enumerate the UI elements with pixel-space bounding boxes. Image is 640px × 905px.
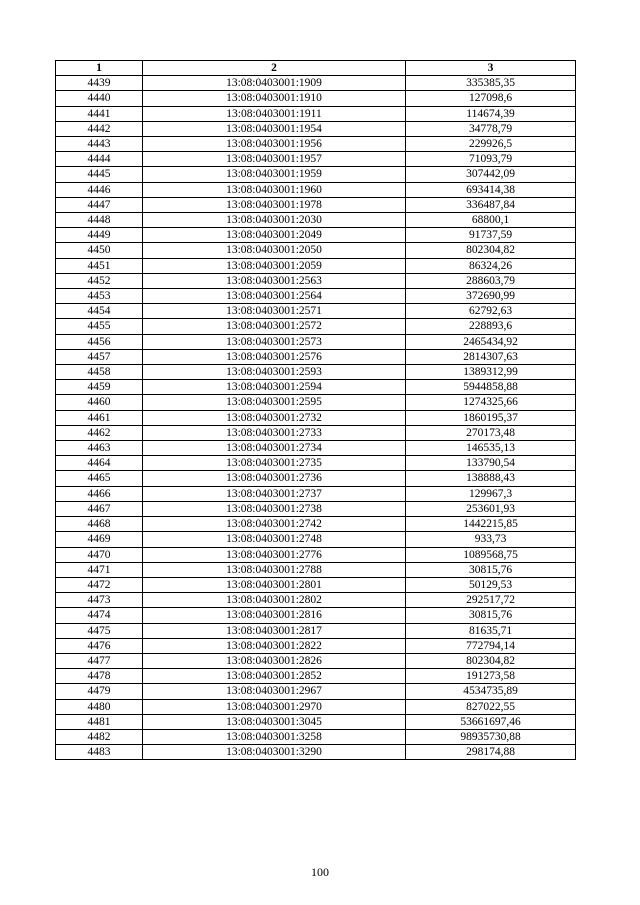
value-cell: 2465434,92: [406, 334, 576, 349]
cadastral-number-cell: 13:08:0403001:2852: [143, 669, 406, 684]
row-number-cell: 4469: [56, 532, 143, 547]
table-row: [56, 228, 576, 243]
table-row: [56, 684, 576, 699]
cadastral-number-cell: 13:08:0403001:2593: [143, 365, 406, 380]
row-number-cell: 4443: [56, 137, 143, 152]
cadastral-number-cell: 13:08:0403001:2059: [143, 258, 406, 273]
cadastral-number-cell: 13:08:0403001:2030: [143, 213, 406, 228]
cadastral-number-cell: 13:08:0403001:2564: [143, 289, 406, 304]
row-number-cell: 4457: [56, 349, 143, 364]
cadastral-number-cell: 13:08:0403001:2742: [143, 517, 406, 532]
row-number-cell: 4448: [56, 213, 143, 228]
table-row: [56, 486, 576, 501]
table-row: [56, 334, 576, 349]
value-cell: 5944858,88: [406, 380, 576, 395]
value-cell: 133790,54: [406, 456, 576, 471]
row-number-cell: 4439: [56, 76, 143, 91]
page-number: 100: [311, 865, 329, 879]
table-row: [56, 501, 576, 516]
cadastral-number-cell: 13:08:0403001:1954: [143, 121, 406, 136]
table-row: [56, 410, 576, 425]
cadastral-number-cell: 13:08:0403001:2595: [143, 395, 406, 410]
value-cell: 1442215,85: [406, 517, 576, 532]
value-cell: 34778,79: [406, 121, 576, 136]
table-row: [56, 623, 576, 638]
table-header-row: [56, 61, 576, 76]
row-number-cell: 4446: [56, 182, 143, 197]
column-header-3: 3: [406, 61, 576, 76]
table-row: [56, 577, 576, 592]
cadastral-number-cell: 13:08:0403001:2571: [143, 304, 406, 319]
table-row: [56, 395, 576, 410]
row-number-cell: 4461: [56, 410, 143, 425]
table-row: [56, 91, 576, 106]
cadastral-number-cell: 13:08:0403001:2572: [143, 319, 406, 334]
value-cell: 298174,88: [406, 745, 576, 760]
row-number-cell: 4470: [56, 547, 143, 562]
value-cell: 129967,3: [406, 486, 576, 501]
value-cell: 292517,72: [406, 593, 576, 608]
table-row: [56, 106, 576, 121]
value-cell: 2814307,63: [406, 349, 576, 364]
cadastral-number-cell: 13:08:0403001:1911: [143, 106, 406, 121]
cadastral-number-cell: 13:08:0403001:1909: [143, 76, 406, 91]
cadastral-number-cell: 13:08:0403001:2563: [143, 273, 406, 288]
value-cell: 114674,39: [406, 106, 576, 121]
value-cell: 802304,82: [406, 243, 576, 258]
row-number-cell: 4462: [56, 425, 143, 440]
table-row: [56, 182, 576, 197]
value-cell: 50129,53: [406, 577, 576, 592]
cadastral-number-cell: 13:08:0403001:1959: [143, 167, 406, 182]
cadastral-number-cell: 13:08:0403001:1910: [143, 91, 406, 106]
row-number-cell: 4460: [56, 395, 143, 410]
row-number-cell: 4449: [56, 228, 143, 243]
cadastral-number-cell: 13:08:0403001:3290: [143, 745, 406, 760]
row-number-cell: 4440: [56, 91, 143, 106]
cadastral-number-cell: 13:08:0403001:3045: [143, 714, 406, 729]
table-row: [56, 243, 576, 258]
value-cell: 933,73: [406, 532, 576, 547]
table-row: [56, 729, 576, 744]
value-cell: 30815,76: [406, 608, 576, 623]
value-cell: 30815,76: [406, 562, 576, 577]
cadastral-number-cell: 13:08:0403001:2594: [143, 380, 406, 395]
value-cell: 270173,48: [406, 425, 576, 440]
table-row: [56, 699, 576, 714]
table-row: [56, 121, 576, 136]
row-number-cell: 4454: [56, 304, 143, 319]
value-cell: 191273,58: [406, 669, 576, 684]
value-cell: 1089568,75: [406, 547, 576, 562]
cadastral-number-cell: 13:08:0403001:1978: [143, 197, 406, 212]
row-number-cell: 4451: [56, 258, 143, 273]
table-row: [56, 471, 576, 486]
row-number-cell: 4447: [56, 197, 143, 212]
table-row: [56, 456, 576, 471]
row-number-cell: 4459: [56, 380, 143, 395]
cadastral-number-cell: 13:08:0403001:2735: [143, 456, 406, 471]
value-cell: 1860195,37: [406, 410, 576, 425]
value-cell: 228893,6: [406, 319, 576, 334]
cadastral-number-cell: 13:08:0403001:2816: [143, 608, 406, 623]
row-number-cell: 4481: [56, 714, 143, 729]
table-row: [56, 197, 576, 212]
cadastral-number-cell: 13:08:0403001:2748: [143, 532, 406, 547]
row-number-cell: 4477: [56, 653, 143, 668]
value-cell: 53661697,46: [406, 714, 576, 729]
value-cell: 288603,79: [406, 273, 576, 288]
row-number-cell: 4453: [56, 289, 143, 304]
table-row: [56, 380, 576, 395]
cadastral-number-cell: 13:08:0403001:2732: [143, 410, 406, 425]
column-header-2: 2: [143, 61, 406, 76]
value-cell: 98935730,88: [406, 729, 576, 744]
value-cell: 81635,71: [406, 623, 576, 638]
table-row: [56, 745, 576, 760]
table-row: [56, 137, 576, 152]
value-cell: 146535,13: [406, 441, 576, 456]
table-row: [56, 517, 576, 532]
table-row: [56, 638, 576, 653]
row-number-cell: 4478: [56, 669, 143, 684]
row-number-cell: 4463: [56, 441, 143, 456]
table-row: [56, 425, 576, 440]
value-cell: 253601,93: [406, 501, 576, 516]
table-row: [56, 213, 576, 228]
cadastral-number-cell: 13:08:0403001:2736: [143, 471, 406, 486]
cadastral-number-cell: 13:08:0403001:1956: [143, 137, 406, 152]
table-row: [56, 319, 576, 334]
row-number-cell: 4465: [56, 471, 143, 486]
table-row: [56, 441, 576, 456]
row-number-cell: 4444: [56, 152, 143, 167]
table-row: [56, 289, 576, 304]
cadastral-table: [55, 60, 576, 760]
cadastral-number-cell: 13:08:0403001:2801: [143, 577, 406, 592]
value-cell: 127098,6: [406, 91, 576, 106]
row-number-cell: 4450: [56, 243, 143, 258]
cadastral-number-cell: 13:08:0403001:2970: [143, 699, 406, 714]
row-number-cell: 4474: [56, 608, 143, 623]
cadastral-number-cell: 13:08:0403001:2049: [143, 228, 406, 243]
value-cell: 68800,1: [406, 213, 576, 228]
value-cell: 86324,26: [406, 258, 576, 273]
value-cell: 372690,99: [406, 289, 576, 304]
cadastral-number-cell: 13:08:0403001:2737: [143, 486, 406, 501]
table-row: [56, 669, 576, 684]
row-number-cell: 4445: [56, 167, 143, 182]
value-cell: 693414,38: [406, 182, 576, 197]
cadastral-number-cell: 13:08:0403001:2734: [143, 441, 406, 456]
value-cell: 91737,59: [406, 228, 576, 243]
table-row: [56, 653, 576, 668]
cadastral-number-cell: 13:08:0403001:2802: [143, 593, 406, 608]
table-row: [56, 714, 576, 729]
cadastral-number-cell: 13:08:0403001:3258: [143, 729, 406, 744]
cadastral-number-cell: 13:08:0403001:1957: [143, 152, 406, 167]
table-row: [56, 258, 576, 273]
table-row: [56, 532, 576, 547]
cadastral-number-cell: 13:08:0403001:2817: [143, 623, 406, 638]
cadastral-number-cell: 13:08:0403001:2576: [143, 349, 406, 364]
table-row: [56, 152, 576, 167]
row-number-cell: 4475: [56, 623, 143, 638]
row-number-cell: 4483: [56, 745, 143, 760]
value-cell: 802304,82: [406, 653, 576, 668]
row-number-cell: 4442: [56, 121, 143, 136]
value-cell: 307442,09: [406, 167, 576, 182]
table-row: [56, 547, 576, 562]
cadastral-number-cell: 13:08:0403001:2776: [143, 547, 406, 562]
cadastral-number-cell: 13:08:0403001:2826: [143, 653, 406, 668]
cadastral-number-cell: 13:08:0403001:2967: [143, 684, 406, 699]
row-number-cell: 4476: [56, 638, 143, 653]
row-number-cell: 4455: [56, 319, 143, 334]
row-number-cell: 4452: [56, 273, 143, 288]
value-cell: 229926,5: [406, 137, 576, 152]
column-header-1: 1: [56, 61, 143, 76]
cadastral-number-cell: 13:08:0403001:2788: [143, 562, 406, 577]
table-row: [56, 304, 576, 319]
value-cell: 336487,84: [406, 197, 576, 212]
table-row: [56, 608, 576, 623]
table-row: [56, 562, 576, 577]
table-row: [56, 365, 576, 380]
row-number-cell: 4441: [56, 106, 143, 121]
table-body: [56, 76, 576, 760]
value-cell: 4534735,89: [406, 684, 576, 699]
table-row: [56, 76, 576, 91]
value-cell: 138888,43: [406, 471, 576, 486]
row-number-cell: 4479: [56, 684, 143, 699]
cadastral-number-cell: 13:08:0403001:2738: [143, 501, 406, 516]
value-cell: 827022,55: [406, 699, 576, 714]
table-row: [56, 167, 576, 182]
row-number-cell: 4458: [56, 365, 143, 380]
row-number-cell: 4472: [56, 577, 143, 592]
value-cell: 71093,79: [406, 152, 576, 167]
row-number-cell: 4482: [56, 729, 143, 744]
cadastral-number-cell: 13:08:0403001:2573: [143, 334, 406, 349]
row-number-cell: 4464: [56, 456, 143, 471]
cadastral-number-cell: 13:08:0403001:1960: [143, 182, 406, 197]
row-number-cell: 4473: [56, 593, 143, 608]
value-cell: 1389312,99: [406, 365, 576, 380]
row-number-cell: 4467: [56, 501, 143, 516]
table-row: [56, 273, 576, 288]
value-cell: 62792,63: [406, 304, 576, 319]
row-number-cell: 4456: [56, 334, 143, 349]
cadastral-number-cell: 13:08:0403001:2822: [143, 638, 406, 653]
row-number-cell: 4480: [56, 699, 143, 714]
cadastral-number-cell: 13:08:0403001:2733: [143, 425, 406, 440]
value-cell: 335385,35: [406, 76, 576, 91]
value-cell: 1274325,66: [406, 395, 576, 410]
row-number-cell: 4471: [56, 562, 143, 577]
row-number-cell: 4466: [56, 486, 143, 501]
value-cell: 772794,14: [406, 638, 576, 653]
table-row: [56, 593, 576, 608]
cadastral-number-cell: 13:08:0403001:2050: [143, 243, 406, 258]
table-row: [56, 349, 576, 364]
row-number-cell: 4468: [56, 517, 143, 532]
